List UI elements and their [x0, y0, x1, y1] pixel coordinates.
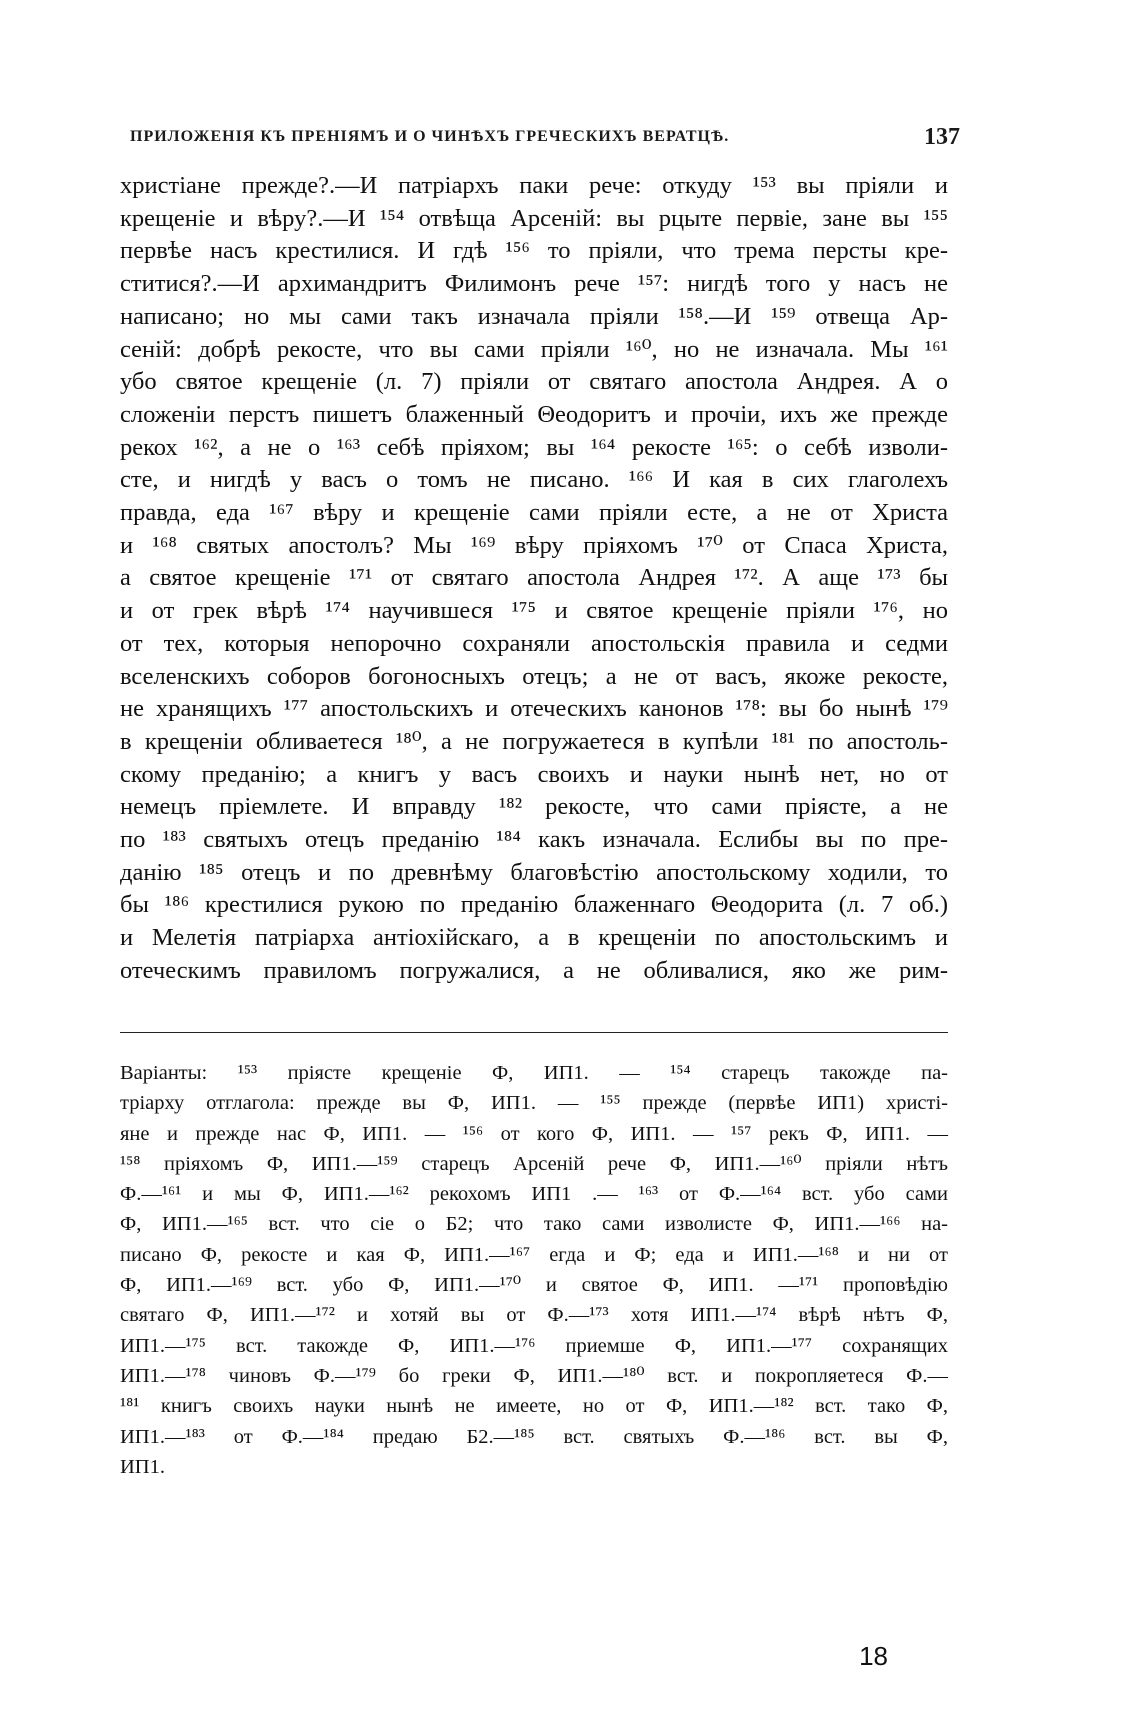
text-line: скому преданію; а книгъ у васъ своихъ и науки нынѣ нет, но от	[120, 760, 948, 788]
variants-apparatus	[120, 1058, 948, 1482]
variant-line: писано Ф, рекосте и кая Ф, ИП1.—¹⁶⁷ егда и Ф; еда и ИП1.—¹⁶⁸ и ни от	[120, 1243, 948, 1266]
variant-line: Ф, ИП1.—¹⁶⁹ вст. убо Ф, ИП1.—¹⁷⁰ и святое Ф, ИП1. —¹⁷¹ проповѣдію	[120, 1274, 948, 1297]
text-line: не хранящихъ ¹⁷⁷ апостольскихъ и отеческихъ канонов ¹⁷⁸: вы бо нынѣ ¹⁷⁹	[120, 695, 948, 723]
text-line: ститися?.—И архимандритъ Филимонъ рече ¹⁵⁷: нигдѣ того у насъ не	[120, 270, 948, 298]
text-line: а святое крещеніе ¹⁷¹ от святаго апостола Андрея ¹⁷². А аще ¹⁷³ бы	[120, 564, 948, 592]
variant-line: ИП1.	[120, 1455, 165, 1478]
variant-line: яне и прежде нас Ф, ИП1. — ¹⁵⁶ от кого Ф, ИП1. — ¹⁵⁷ рекъ Ф, ИП1. —	[120, 1122, 948, 1145]
variant-line: ИП1.—¹⁷⁸ чиновъ Ф.—¹⁷⁹ бо греки Ф, ИП1.—¹⁸⁰ вст. и покропляетеся Ф.—	[120, 1364, 948, 1387]
text-line: от тех, которыя непорочно сохраняли апостольскія правила и седми	[120, 629, 948, 657]
variant-line: ИП1.—¹⁷⁵ вст. такожде Ф, ИП1.—¹⁷⁶ приемше Ф, ИП1.—¹⁷⁷ сохранящих	[120, 1334, 948, 1357]
text-line: бы ¹⁸⁶ крестилися рукою по преданію блаженнаго Θеодорита (л. 7 об.)	[120, 891, 948, 919]
text-line: и ¹⁶⁸ святых апостолъ? Мы ¹⁶⁹ вѣру пріяхомъ ¹⁷⁰ от Спаса Христа,	[120, 531, 948, 559]
text-line: правда, еда ¹⁶⁷ вѣру и крещеніе сами пріяли есте, а не от Христа	[120, 499, 948, 527]
variant-line: ИП1.—¹⁸³ от Ф.—¹⁸⁴ предаю Б2.—¹⁸⁵ вст. святыхъ Ф.—¹⁸⁶ вст. вы Ф,	[120, 1425, 948, 1448]
text-line: убо святое крещеніе (л. 7) пріяли от святаго апостола Андрея. А о	[120, 368, 948, 396]
text-line: немецъ пріемлете. И вправду ¹⁸² рекосте, что сами пріясте, а не	[120, 793, 948, 821]
variant-line: Ф, ИП1.—¹⁶⁵ вст. что сіе о Б2; что тако сами изволисте Ф, ИП1.—¹⁶⁶ на-	[120, 1213, 948, 1236]
text-line: вселенскихъ соборов богоносныхъ отецъ; а не от васъ, якоже рекосте,	[120, 662, 948, 690]
text-line: первѣе насъ крестилися. И гдѣ ¹⁵⁶ то пріяли, что трема персты кре-	[120, 237, 948, 265]
text-line: сте, и нигдѣ у васъ о томъ не писано. ¹⁶⁶ И кая в сих глаголехъ	[120, 466, 948, 494]
text-line: данію ¹⁸⁵ отецъ и по древнѣму благовѣстію апостольскому ходили, то	[120, 858, 948, 886]
text-line: и от грек вѣрѣ ¹⁷⁴ научившеся ¹⁷⁵ и святое крещеніе пріяли ¹⁷⁶, но	[120, 597, 948, 625]
text-line: и Мелетія патріарха антіохійскаго, а в крещеніи по апостольскимъ и	[120, 924, 948, 952]
variant-line: ¹⁸¹ книгъ своихъ науки нынѣ не имеете, но от Ф, ИП1.—¹⁸² вст. тако Ф,	[120, 1395, 948, 1418]
variant-line: святаго Ф, ИП1.—¹⁷² и хотяй вы от Ф.—¹⁷³ хотя ИП1.—¹⁷⁴ вѣрѣ нѣтъ Ф,	[120, 1304, 948, 1327]
text-line: рекох ¹⁶², а не о ¹⁶³ себѣ пріяхом; вы ¹⁶⁴ рекосте ¹⁶⁵: о себѣ изволи-	[120, 433, 948, 461]
text-line: отеческимъ правиломъ погружалися, а не обливалися, яко же рим-	[120, 956, 948, 984]
page-number: 137	[924, 124, 960, 150]
text-line: по ¹⁸³ святыхъ отецъ преданію ¹⁸⁴ какъ изначала. Еслибы вы по пре-	[120, 826, 948, 854]
text-line: написано; но мы сами такъ изначала пріяли ¹⁵⁸.—И ¹⁵⁹ отвеща Ар-	[120, 302, 948, 330]
text-line: в крещеніи обливаетеся ¹⁸⁰, а не погружаетеся в купѣли ¹⁸¹ по апостоль-	[120, 727, 948, 755]
text-line: христіане прежде?.—И патріархъ паки рече: откуду ¹⁵³ вы пріяли и	[120, 172, 948, 199]
variant-line: ¹⁵⁸ пріяхомъ Ф, ИП1.—¹⁵⁹ старецъ Арсеній рече Ф, ИП1.—¹⁶⁰ пріяли нѣтъ	[120, 1152, 948, 1175]
variant-line: Ф.—¹⁶¹ и мы Ф, ИП1.—¹⁶² рекохомъ ИП1 .— ¹⁶³ от Ф.—¹⁶⁴ вст. убо сами	[120, 1183, 948, 1206]
running-title: ПРИЛОЖЕНІЯ КЪ ПРЕНІЯМЪ И О ЧИНѢХЪ ГРЕЧЕСКИХЪ ВЕРАТЦѢ.	[130, 128, 730, 145]
variant-line: тріарху отглагола: прежде вы Ф, ИП1. — ¹⁵⁵ прежде (первѣе ИП1) христі-	[120, 1092, 948, 1115]
text-line: сеній: добрѣ рекосте, что вы сами пріяли ¹⁶⁰, но не изначала. Мы ¹⁶¹	[120, 335, 948, 363]
variant-line: Варіанты: ¹⁵³ пріясте крещеніе Ф, ИП1. — ¹⁵⁴ старецъ такожде па-	[120, 1062, 948, 1084]
text-line: крещеніе и вѣру?.—И ¹⁵⁴ отвѣща Арсеній: вы рцыте первіе, зане вы ¹⁵⁵	[120, 204, 948, 232]
main-text-block	[120, 170, 948, 988]
running-header	[130, 124, 960, 150]
footnote-divider	[120, 1032, 948, 1033]
signature-mark: 18	[859, 1641, 888, 1671]
text-line: сложеніи перстъ пишетъ блаженный Θеодоритъ и прочіи, ихъ же прежде	[120, 400, 948, 428]
